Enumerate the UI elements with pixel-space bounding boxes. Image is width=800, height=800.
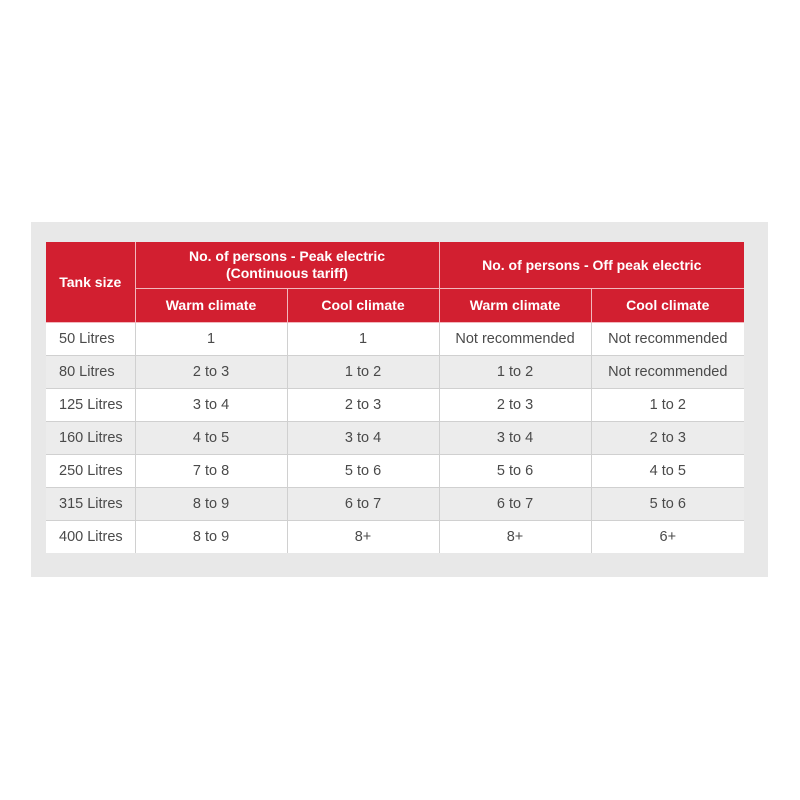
tank-size-cell: 50 Litres: [46, 323, 135, 356]
table-row: [46, 488, 744, 521]
table-cell: 8 to 9: [135, 521, 287, 554]
tank-size-cell: 400 Litres: [46, 521, 135, 554]
header-sub-peak-cool: Cool climate: [287, 289, 439, 323]
tank-size-cell: 315 Litres: [46, 488, 135, 521]
table-cell: 2 to 3: [287, 389, 439, 422]
table-cell: 8 to 9: [135, 488, 287, 521]
header-group-peak-title: No. of persons - Peak electric: [188, 248, 386, 264]
table-cell: 2 to 3: [591, 422, 744, 455]
header-tank-size: Tank size: [46, 242, 135, 323]
table-cell: 6 to 7: [287, 488, 439, 521]
table-cell: 5 to 6: [439, 455, 591, 488]
table-cell: Not recommended: [439, 323, 591, 356]
table-cell: 8+: [439, 521, 591, 554]
header-group-peak-subtitle: (Continuous tariff): [225, 265, 349, 281]
table-cell: Not recommended: [591, 323, 744, 356]
table-cell: 1: [135, 323, 287, 356]
table-row: [46, 356, 744, 389]
header-sub-offpeak-warm: Warm climate: [439, 289, 591, 323]
table-cell: 8+: [287, 521, 439, 554]
tank-size-cell: 160 Litres: [46, 422, 135, 455]
table-cell: 1 to 2: [287, 356, 439, 389]
table-cell: 6+: [591, 521, 744, 554]
table-cell: 1 to 2: [591, 389, 744, 422]
tank-size-cell: 80 Litres: [46, 356, 135, 389]
table-cell: 2 to 3: [135, 356, 287, 389]
table-cell: 5 to 6: [591, 488, 744, 521]
table-row: [46, 323, 744, 356]
table-cell: Not recommended: [591, 356, 744, 389]
table-cell: 6 to 7: [439, 488, 591, 521]
table-row: [46, 389, 744, 422]
table-cell: 4 to 5: [135, 422, 287, 455]
table-row: [46, 422, 744, 455]
table-cell: 3 to 4: [439, 422, 591, 455]
table-cell: 2 to 3: [439, 389, 591, 422]
header-group-offpeak: No. of persons - Off peak electric: [439, 242, 744, 289]
table-cell: 1: [287, 323, 439, 356]
tank-size-cell: 250 Litres: [46, 455, 135, 488]
tank-sizing-table: [46, 242, 744, 553]
table-cell: 4 to 5: [591, 455, 744, 488]
table-row: [46, 521, 744, 554]
table-cell: 1 to 2: [439, 356, 591, 389]
header-sub-offpeak-cool: Cool climate: [591, 289, 744, 323]
table-cell: 5 to 6: [287, 455, 439, 488]
tank-size-cell: 125 Litres: [46, 389, 135, 422]
table-cell: 7 to 8: [135, 455, 287, 488]
table-row: [46, 455, 744, 488]
table-cell: 3 to 4: [287, 422, 439, 455]
table-cell: 3 to 4: [135, 389, 287, 422]
header-group-peak: [135, 242, 439, 289]
header-sub-peak-warm: Warm climate: [135, 289, 287, 323]
